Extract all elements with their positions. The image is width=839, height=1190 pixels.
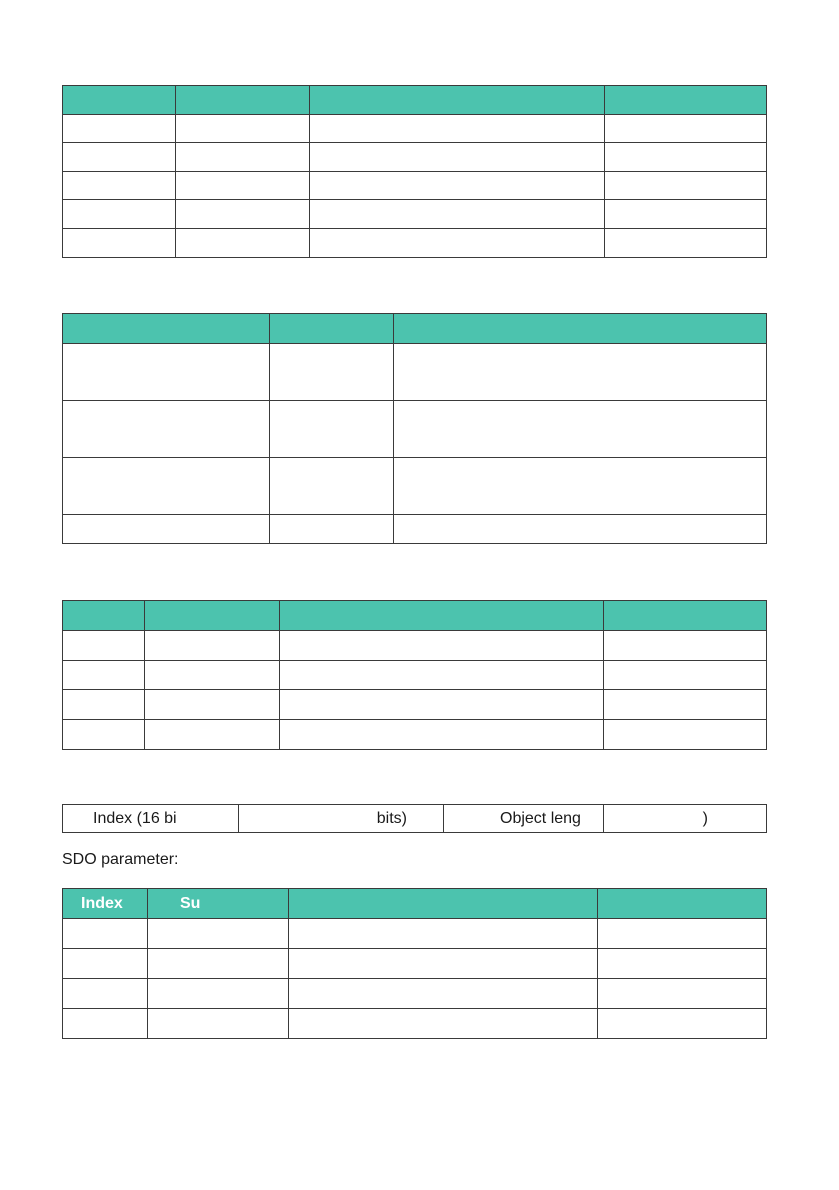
header-index: Index [63, 889, 148, 919]
table-row [63, 690, 767, 720]
table-row [63, 344, 767, 401]
subindex-bits-cell: bits) [239, 805, 444, 833]
table-header-row [63, 86, 767, 115]
table-row [63, 919, 767, 949]
object-length-cell: Object leng [444, 805, 604, 833]
table-header-row [63, 889, 767, 919]
table-row [63, 401, 767, 458]
table-row [63, 720, 767, 750]
table-header-row [63, 314, 767, 344]
table-row [63, 660, 767, 690]
table-row [63, 1009, 767, 1039]
table-1 [62, 85, 767, 258]
table-row [63, 143, 767, 172]
header-subindex: Su [148, 889, 289, 919]
table-row [63, 949, 767, 979]
table-2 [62, 313, 767, 544]
table-row [63, 171, 767, 200]
table-3 [62, 600, 767, 750]
table-header-row [63, 601, 767, 631]
sdo-parameter-label: SDO parameter: [62, 851, 179, 868]
table-row [63, 979, 767, 1009]
table-row [63, 805, 767, 833]
table-row [63, 228, 767, 257]
header-description [289, 889, 598, 919]
object-length-end-cell: ) [604, 805, 767, 833]
object-length-table [62, 804, 767, 833]
table-row [63, 515, 767, 544]
header-value [598, 889, 767, 919]
sdo-parameter-table [62, 888, 767, 1039]
table-row [63, 114, 767, 143]
table-row [63, 458, 767, 515]
table-row [63, 200, 767, 229]
table-row [63, 630, 767, 660]
index-bits-cell: Index (16 bi [63, 805, 239, 833]
